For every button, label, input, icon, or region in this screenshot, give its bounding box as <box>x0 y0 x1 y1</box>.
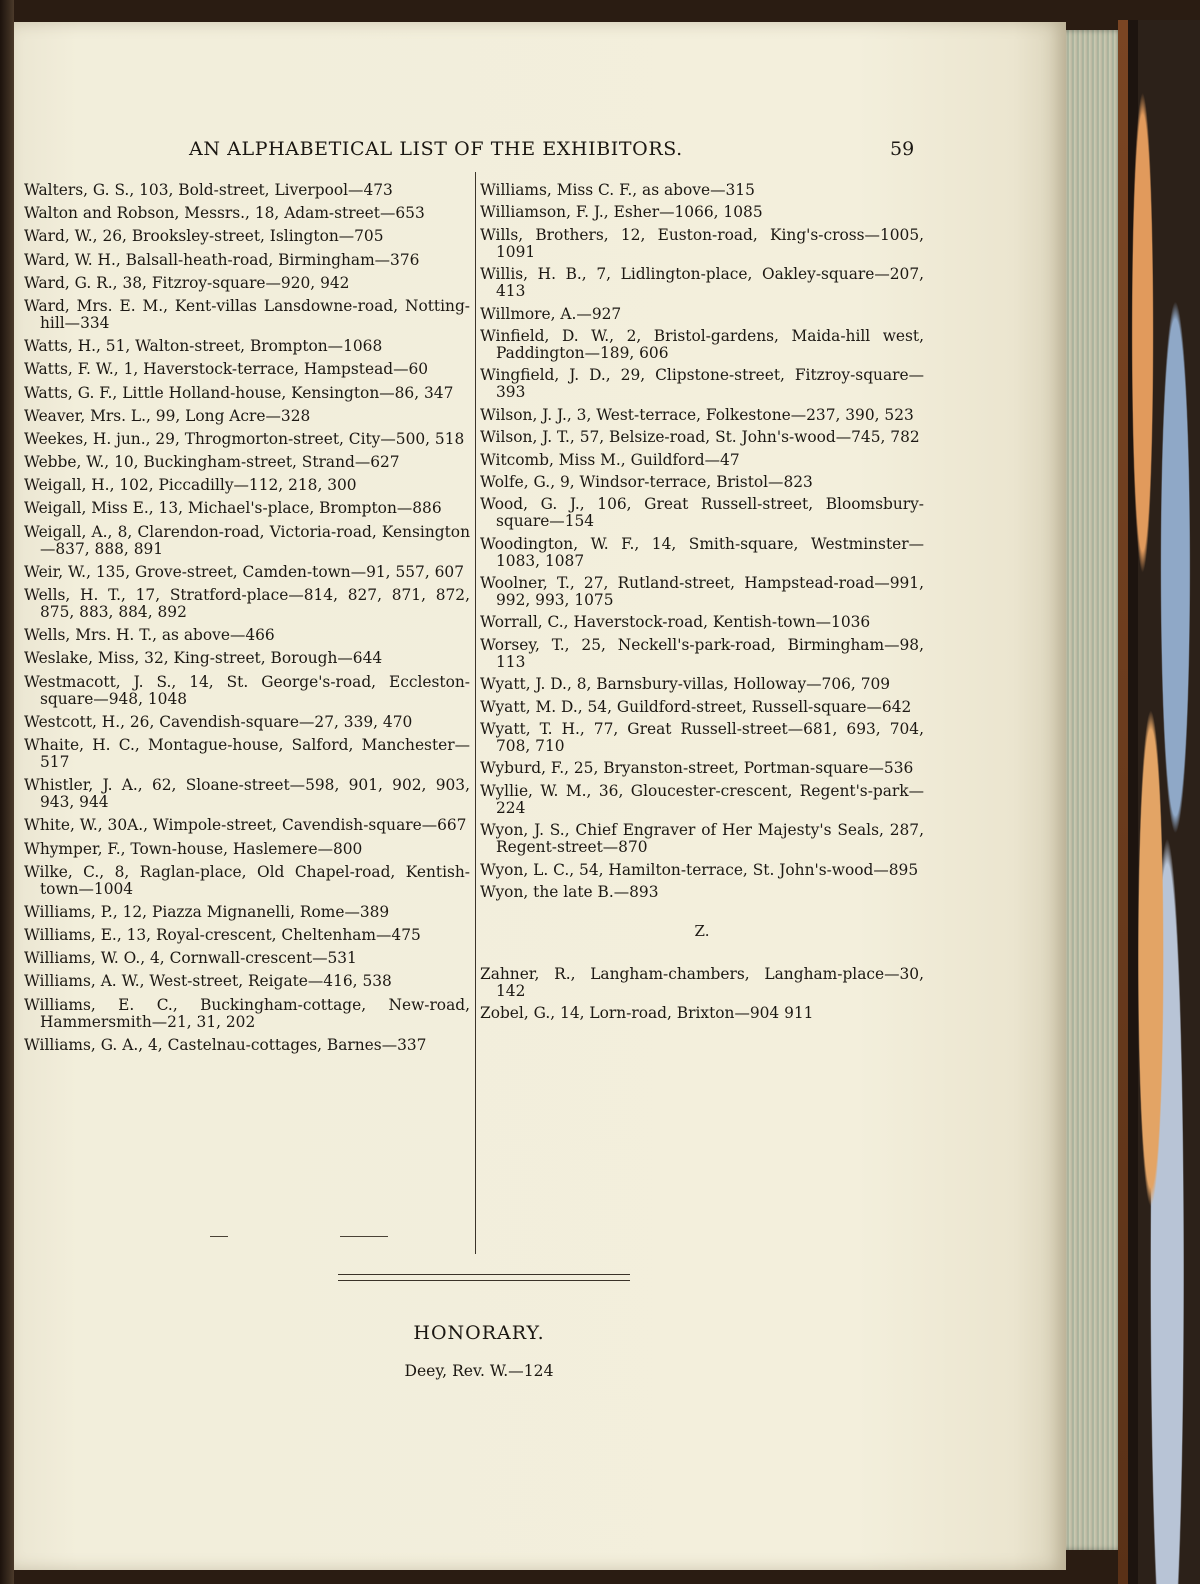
exhibitor-entry: Ward, Mrs. E. M., Kent-villas Lansdowne-road, Notting-hill—334 <box>24 296 470 332</box>
column-end-rules <box>14 1236 1066 1238</box>
section-double-rule <box>338 1274 630 1281</box>
exhibitor-entry: Woolner, T., 27, Rutland-street, Hampstead-road—991, 992, 993, 1075 <box>480 574 924 610</box>
exhibitor-entry: Wyon, the late B.—893 <box>480 882 659 901</box>
exhibitor-entry: Williams, E., 13, Royal-crescent, Cheltenham—475 <box>24 926 421 945</box>
exhibitor-entry: Weigall, A., 8, Clarendon-road, Victoria-road, Kensington—837, 888, 891 <box>24 522 470 558</box>
exhibitor-entry: Winfield, D. W., 2, Bristol-gardens, Maida-hill west, Paddington—189, 606 <box>480 326 924 362</box>
exhibitor-entry: Watts, F. W., 1, Haverstock-terrace, Hampstead—60 <box>24 360 429 379</box>
exhibitor-entry: Wilson, J. T., 57, Belsize-road, St. John's-wood—745, 782 <box>480 428 920 447</box>
page-title: AN ALPHABETICAL LIST OF THE EXHIBITORS. <box>189 138 683 160</box>
exhibitor-entry: Ward, W. H., Balsall-heath-road, Birmingham—376 <box>24 250 420 269</box>
honorary-heading: HONORARY. <box>413 1322 545 1344</box>
exhibitor-entry: Wolfe, G., 9, Windsor-terrace, Bristol—823 <box>480 472 813 491</box>
exhibitor-entry: Williams, Miss C. F., as above—315 <box>480 181 755 199</box>
exhibitor-entry: Wyatt, T. H., 77, Great Russell-street—681, 693, 704, 708, 710 <box>480 720 924 756</box>
exhibitor-entry: Wyatt, M. D., 54, Guildford-street, Russell-square—642 <box>480 697 912 716</box>
exhibitor-entry: Walton and Robson, Messrs., 18, Adam-street—653 <box>24 204 425 223</box>
exhibitor-entry: Weslake, Miss, 32, King-street, Borough—644 <box>24 649 383 668</box>
exhibitor-entry: Williams, E. C., Buckingham-cottage, New-road, Hammersmith—21, 31, 202 <box>24 995 470 1031</box>
left-column <box>24 182 470 1060</box>
exhibitor-entry: Wilson, J. J., 3, West-terrace, Folkestone—237, 390, 523 <box>480 405 914 424</box>
book-gutter-shadow <box>0 0 14 1584</box>
right-column-entries <box>480 182 924 901</box>
exhibitor-entry: Watts, G. F., Little Holland-house, Kensington—86, 347 <box>24 383 454 402</box>
exhibitor-entry: Williamson, F. J., Esher—1066, 1085 <box>480 203 763 222</box>
exhibitor-entry: Weekes, H. jun., 29, Throgmorton-street, City—500, 518 <box>24 429 465 448</box>
exhibitor-entry: White, W., 30A., Wimpole-street, Cavendish-square—667 <box>24 816 467 835</box>
exhibitor-entry: Walters, G. S., 103, Bold-street, Liverpool—473 <box>24 181 393 199</box>
exhibitor-entry: Wyon, L. C., 54, Hamilton-terrace, St. John's-wood—895 <box>480 860 919 879</box>
exhibitor-entry: Worrall, C., Haverstock-road, Kentish-town—1036 <box>480 613 871 632</box>
exhibitor-entry: Ward, W., 26, Brooksley-street, Islington—705 <box>24 227 384 246</box>
page-number: 59 <box>890 138 915 160</box>
exhibitor-entry: Zobel, G., 14, Lorn-road, Brixton—904 911 <box>480 1004 814 1023</box>
exhibitor-entry: Williams, G. A., 4, Castelnau-cottages, Barnes—337 <box>24 1035 427 1054</box>
exhibitor-entry: Willis, H. B., 7, Lidlington-place, Oakley-square—207, 413 <box>480 265 924 301</box>
running-header <box>14 138 1066 162</box>
short-rule <box>340 1236 388 1237</box>
exhibitor-entry: Wyon, J. S., Chief Engraver of Her Majesty's Seals, 287, Regent-street—870 <box>480 821 924 857</box>
right-column <box>480 182 924 1028</box>
exhibitor-entry: Wyatt, J. D., 8, Barnsbury-villas, Holloway—706, 709 <box>480 675 891 694</box>
exhibitor-entry: Woodington, W. F., 14, Smith-square, Westminster—1083, 1087 <box>480 534 924 570</box>
exhibitor-entry: Weaver, Mrs. L., 99, Long Acre—328 <box>24 406 311 425</box>
exhibitor-entry: Willmore, A.—927 <box>480 304 622 323</box>
page-edges <box>1060 30 1120 1550</box>
exhibitor-entry: Weigall, Miss E., 13, Michael's-place, Brompton—886 <box>24 499 442 518</box>
exhibitor-entry: Wells, Mrs. H. T., as above—466 <box>24 626 275 645</box>
exhibitor-entry: Williams, W. O., 4, Cornwall-crescent—531 <box>24 949 357 968</box>
honorary-entry: Deey, Rev. W.—124 <box>404 1362 554 1380</box>
short-rule <box>210 1236 228 1237</box>
book-page <box>14 22 1066 1570</box>
exhibitor-entry: Whymper, F., Town-house, Haslemere—800 <box>24 839 363 858</box>
exhibitor-entry: Whistler, J. A., 62, Sloane-street—598, 901, 902, 903, 943, 944 <box>24 776 470 812</box>
exhibitor-entry: Williams, P., 12, Piazza Mignanelli, Rome—389 <box>24 902 390 921</box>
exhibitor-entry: Wingfield, J. D., 29, Clipstone-street, Fitzroy-square—393 <box>480 366 924 402</box>
column-divider <box>475 172 476 1254</box>
exhibitor-entry: Whaite, H. C., Montague-house, Salford, Manchester—517 <box>24 735 470 771</box>
exhibitor-entry: Weir, W., 135, Grove-street, Camden-town—91, 557, 607 <box>24 562 465 581</box>
exhibitor-entry: Wyburd, F., 25, Bryanston-street, Portman-square—536 <box>480 759 914 778</box>
exhibitor-entry: Weigall, H., 102, Piccadilly—112, 218, 300 <box>24 476 357 495</box>
exhibitor-entry: Witcomb, Miss M., Guildford—47 <box>480 450 740 469</box>
marbled-cover <box>1118 20 1200 1584</box>
exhibitor-entry: Williams, A. W., West-street, Reigate—416, 538 <box>24 972 392 991</box>
exhibitor-entry: Watts, H., 51, Walton-street, Brompton—1068 <box>24 337 383 356</box>
exhibitor-entry: Westcott, H., 26, Cavendish-square—27, 339, 470 <box>24 712 413 731</box>
exhibitor-entry: Wells, H. T., 17, Stratford-place—814, 827, 871, 872, 875, 883, 884, 892 <box>24 586 470 621</box>
section-z-heading: Z. <box>694 921 710 940</box>
exhibitor-entry: Worsey, T., 25, Neckell's-park-road, Birmingham—98, 113 <box>480 635 924 671</box>
exhibitor-entry: Wood, G. J., 106, Great Russell-street, Bloomsbury-square—154 <box>480 495 924 531</box>
leather-spine <box>1118 20 1128 1584</box>
exhibitor-entry: Ward, G. R., 38, Fitzroy-square—920, 942 <box>24 273 350 292</box>
exhibitor-entry: Wilke, C., 8, Raglan-place, Old Chapel-road, Kentish-town—1004 <box>24 862 470 898</box>
exhibitor-entry: Webbe, W., 10, Buckingham-street, Strand—627 <box>24 453 400 472</box>
exhibitor-entry: Wyllie, W. M., 36, Gloucester-crescent, Regent's-park—224 <box>480 781 924 817</box>
exhibitor-entry: Zahner, R., Langham-chambers, Langham-place—30, 142 <box>480 964 924 1000</box>
exhibitor-entry: Wills, Brothers, 12, Euston-road, King's-cross—1005, 1091 <box>480 225 924 261</box>
section-z-entries <box>480 966 924 1022</box>
exhibitor-entry: Westmacott, J. S., 14, St. George's-road, Eccleston-square—948, 1048 <box>24 672 470 708</box>
